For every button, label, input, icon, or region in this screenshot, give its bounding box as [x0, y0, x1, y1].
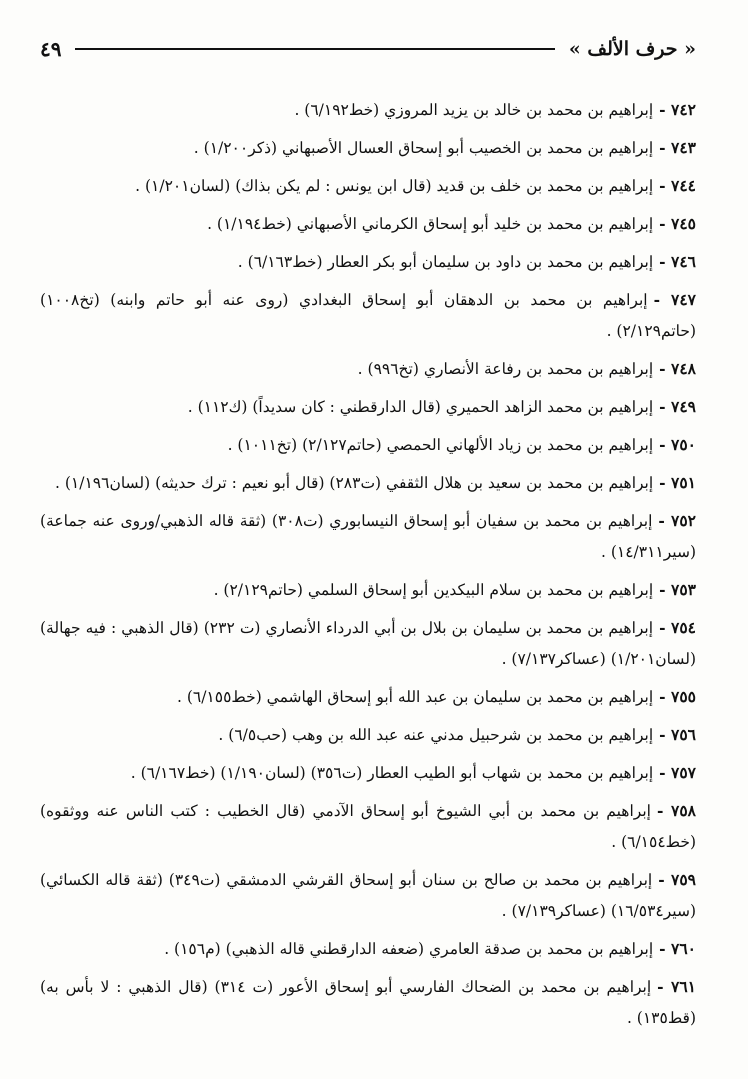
- list-item: [40, 429, 696, 461]
- list-item: [40, 353, 696, 385]
- entry-number: ٧٥٧ -: [659, 763, 696, 782]
- entry-number: ٧٥١ -: [659, 473, 696, 492]
- list-item: [40, 719, 696, 751]
- entry-number: ٧٤٢ -: [659, 100, 696, 119]
- entry-text: إبراهيم بن محمد بن سلام البيكدين أبو إسحاق السلمي (حاتم٢/١٢٩) .: [213, 581, 654, 599]
- list-item: [40, 132, 696, 164]
- entry-text: إبراهيم بن محمد بن الضحاك الفارسي أبو إسحاق الأعور (ت ٣١٤) (قال الذهبي : لا بأس به) (قط١٣٥) .: [40, 978, 696, 1027]
- list-item: [40, 574, 696, 606]
- list-item: [40, 795, 696, 858]
- entry-number: ٧٤٩ -: [659, 397, 696, 416]
- entry-number: ٧٥٨ -: [656, 801, 696, 820]
- list-item: [40, 612, 696, 675]
- list-item: [40, 391, 696, 423]
- list-item: [40, 681, 696, 713]
- list-item: [40, 208, 696, 240]
- list-item: [40, 971, 696, 1034]
- entry-text: إبراهيم بن محمد بن خالد بن يزيد المروزي (خط٦/١٩٢) .: [294, 101, 654, 119]
- page-header: [40, 28, 696, 70]
- entry-number: ٧٤٧ -: [653, 290, 696, 309]
- entry-text: إبراهيم بن محمد بن داود بن سليمان أبو بكر العطار (خط٦/١٦٣) .: [237, 253, 654, 271]
- entry-number: ٧٥٤ -: [659, 618, 696, 637]
- chapter-title: « حرف الألف »: [568, 38, 696, 60]
- entry-text: إبراهيم بن محمد بن أبي الشيوخ أبو إسحاق الآدمي (قال الخطيب : كتب الناس عنه ووثقوه) (خط٦/١٥٤) .: [40, 802, 696, 851]
- entry-text: إبراهيم بن محمد بن سعيد بن هلال الثقفي (ت٢٨٣) (قال أبو نعيم : ترك حديثه) (لسان١/١٩٦) .: [55, 474, 654, 492]
- entry-text: إبراهيم بن محمد بن شهاب أبو الطيب العطار (ت٣٥٦) (لسان١/١٩٠) (خط٦/١٦٧) .: [130, 764, 654, 782]
- entry-list: [40, 94, 696, 1034]
- entry-text: إبراهيم بن محمد بن رفاعة الأنصاري (تخ٩٩٦) .: [357, 360, 654, 378]
- header-rule: [75, 48, 554, 50]
- page-number: ٤٩: [40, 37, 62, 61]
- entry-text: إبراهيم بن محمد بن خلف بن قديد (قال ابن يونس : لم يكن بذاك) (لسان١/٢٠١) .: [135, 177, 654, 195]
- entry-number: ٧٤٣ -: [659, 138, 696, 157]
- entry-text: إبراهيم بن محمد بن زياد الألهاني الحمصي (حاتم٢/١٢٧) (تخ١٠١١) .: [227, 436, 654, 454]
- entry-number: ٧٥٠ -: [659, 435, 696, 454]
- entry-number: ٧٥٦ -: [659, 725, 696, 744]
- list-item: [40, 864, 696, 927]
- entry-number: ٧٤٥ -: [659, 214, 696, 233]
- entry-number: ٧٤٤ -: [659, 176, 696, 195]
- entry-number: ٧٥٣ -: [659, 580, 696, 599]
- list-item: [40, 284, 696, 347]
- list-item: [40, 246, 696, 278]
- entry-number: ٧٥٩ -: [658, 870, 696, 889]
- list-item: [40, 505, 696, 568]
- list-item: [40, 94, 696, 126]
- entry-text: إبراهيم بن محمد بن شرحبيل مدني عنه عبد الله بن وهب (حب٦/٥) .: [218, 726, 654, 744]
- list-item: [40, 170, 696, 202]
- entry-number: ٧٤٦ -: [659, 252, 696, 271]
- entry-text: إبراهيم بن محمد بن صدقة العامري (ضعفه الدارقطني قاله الذهبي) (م١٥٦) .: [164, 940, 654, 958]
- entry-text: إبراهيم بن محمد بن خليد أبو إسحاق الكرماني الأصبهاني (خط١/١٩٤) .: [207, 215, 654, 233]
- entry-text: إبراهيم بن محمد بن سفيان أبو إسحاق النيسابوري (ت٣٠٨) (ثقة قاله الذهبي/وروى عنه جماعة) (سير١٤/٣١١) .: [40, 512, 696, 561]
- list-item: [40, 933, 696, 965]
- entry-text: إبراهيم بن محمد بن الدهقان أبو إسحاق البغدادي (روى عنه أبو حاتم وابنه) (تخ١٠٠٨) (حاتم٢/١٢٩) .: [40, 291, 696, 340]
- entry-text: إبراهيم بن محمد بن سليمان بن بلال بن أبي الدرداء الأنصاري (ت ٢٣٢) (قال الذهبي : فيه جهالة) (لسان١/٢٠١) (عساكر٧/١٣٧) .: [40, 619, 696, 668]
- entry-text: إبراهيم بن محمد بن صالح بن سنان أبو إسحاق القرشي الدمشقي (ت٣٤٩) (ثقة قاله الكسائي) (سير١٦/٥٣٤) (عساكر٧/١٣٩) .: [40, 871, 696, 920]
- entry-number: ٧٥٥ -: [659, 687, 696, 706]
- entry-number: ٧٦٠ -: [659, 939, 696, 958]
- entry-text: إبراهيم بن محمد بن الخصيب أبو إسحاق العسال الأصبهاني (ذكر١/٢٠٠) .: [193, 139, 654, 157]
- entry-number: ٧٥٢ -: [658, 511, 696, 530]
- entry-number: ٧٦١ -: [657, 977, 696, 996]
- entry-number: ٧٤٨ -: [659, 359, 696, 378]
- entry-text: إبراهيم بن محمد بن سليمان بن عبد الله أبو إسحاق الهاشمي (خط٦/١٥٥) .: [176, 688, 654, 706]
- entry-text: إبراهيم بن محمد الزاهد الحميري (قال الدارقطني : كان سديداً) (ك١١٢) .: [187, 398, 654, 416]
- list-item: [40, 757, 696, 789]
- list-item: [40, 467, 696, 499]
